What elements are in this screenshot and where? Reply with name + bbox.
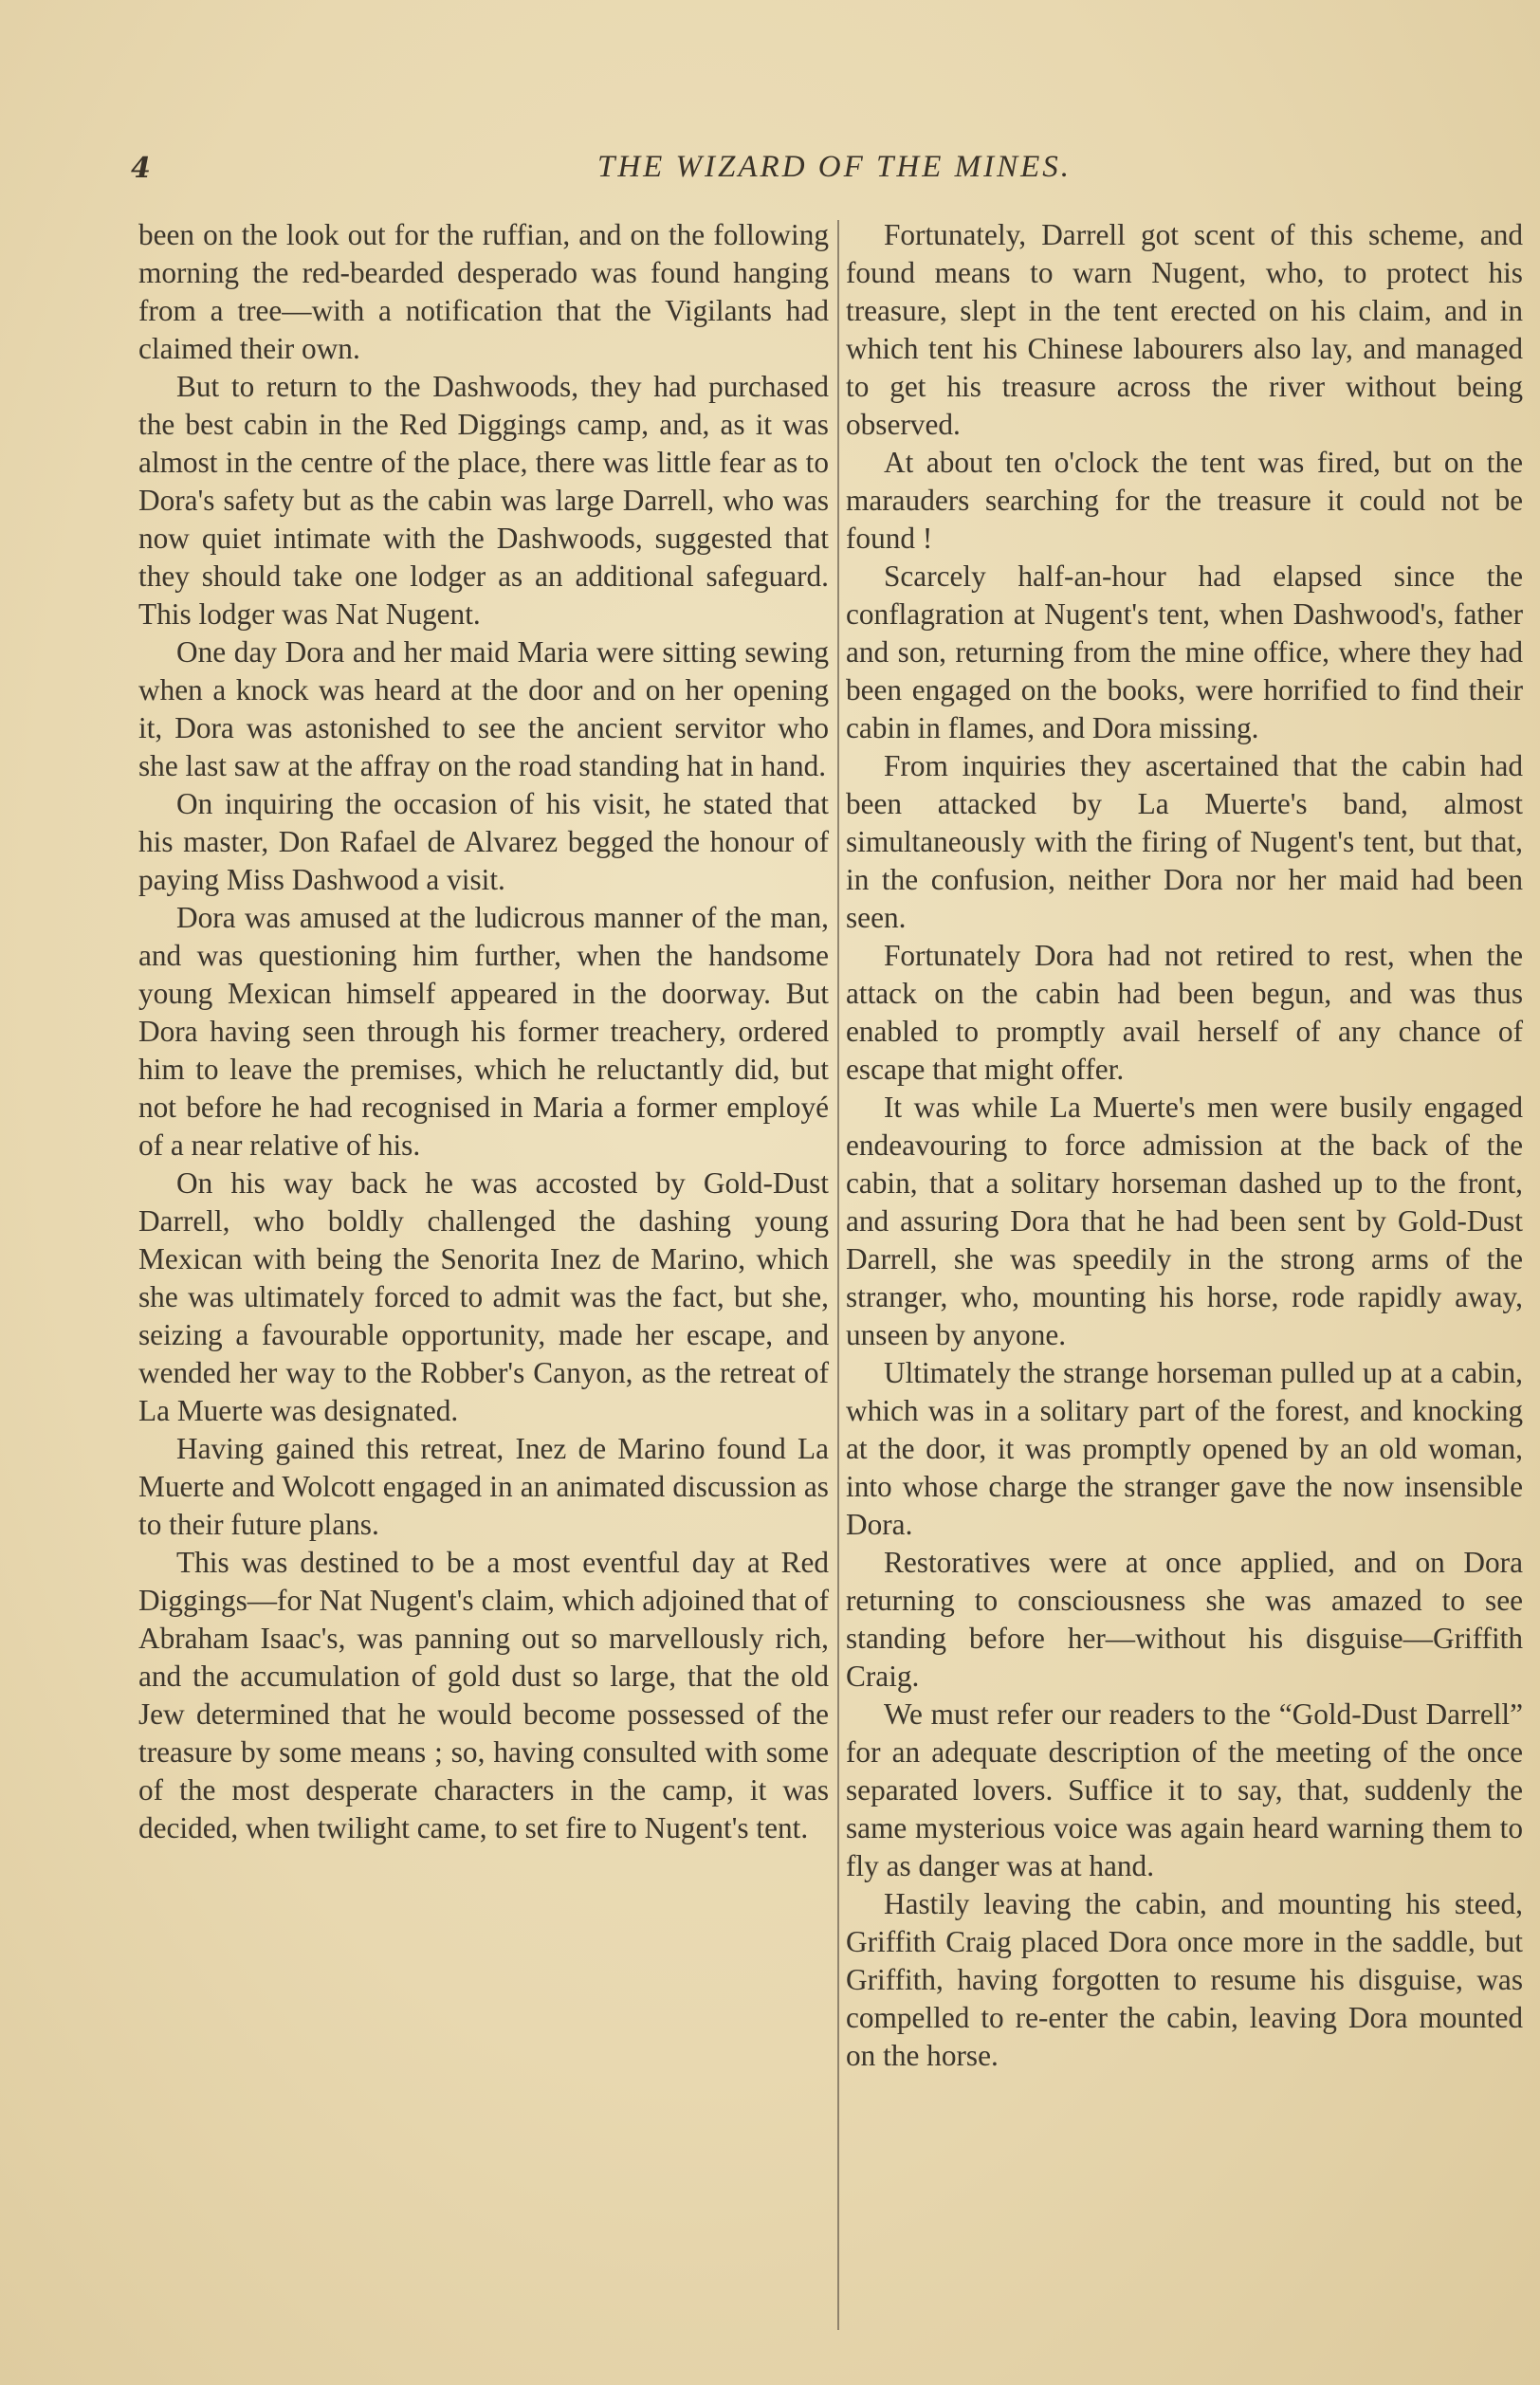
paragraph: We must refer our readers to the “Gold-Dust Darrell” for an adequate description of the meeting of the once separated lovers. Suffice it to say, that, suddenly the same mysterious voice was again heard warning them to fly as danger was at hand. bbox=[846, 1697, 1523, 1882]
paragraph: Restoratives were at once applied, and on Dora returning to consciousness she was amazed to see standing before her—without his disguise—Griffith Craig. bbox=[846, 1546, 1523, 1693]
paragraph: At about ten o'clock the tent was fired, but on the marauders searching for the treasure it could not be found ! bbox=[846, 446, 1523, 555]
page-number: 4 bbox=[131, 152, 151, 185]
paragraph: Fortunately Dora had not retired to rest, when the attack on the cabin had been begun, and was thus enabled to promptly avail herself of any chance of escape that might offer. bbox=[846, 939, 1523, 1086]
column-divider bbox=[837, 220, 839, 2330]
paragraph: Ultimately the strange horseman pulled up at a cabin, which was in a solitary part of the forest, and knocking at the door, it was promptly opened by an old woman, into whose charge the stranger gave the now insensible Dora. bbox=[846, 1356, 1523, 1541]
paragraph: It was while La Muerte's men were busily engaged endeavouring to force admission at the back of the cabin, that a solitary horseman dashed up to the front, and assuring Dora that he had been sent by Gold-Dust Darrell, she was speedily in the strong arms of the stranger, who, mounting his horse, rode rapidly away, unseen by anyone. bbox=[846, 1091, 1523, 1351]
paragraph: On his way back he was accosted by Gold-Dust Darrell, who boldly challenged the dashing young Mexican with being the Senorita Inez de Marino, which she was ultimately forced to admit was the fact, but she, seizing a favourable opportunity, made her escape, and wended her way to the Robber's Canyon, as the retreat of La Muerte was designated. bbox=[138, 1166, 829, 1427]
paragraph: been on the look out for the ruffian, and on the following morning the red-bearded desperado was found hanging from a tree—with a notification that the Vigilants had claimed their own. bbox=[138, 218, 829, 365]
paragraph: One day Dora and her maid Maria were sitting sewing when a knock was heard at the door and on her opening it, Dora was astonished to see the ancient servitor who she last saw at the affray on the road standing hat in hand. bbox=[138, 635, 829, 782]
paragraph: This was destined to be a most eventful day at Red Diggings—for Nat Nugent's claim, which adjoined that of Abraham Isaac's, was panning out so marvellously rich, and the accumulation of gold dust so large, that the old Jew determined that he would become possessed of the treasure by some means ; so, having consulted with some of the most desperate characters in the camp, it was decided, when twilight came, to set fire to Nugent's tent. bbox=[138, 1546, 829, 1844]
running-title: THE WIZARD OF THE MINES. bbox=[596, 150, 1072, 184]
right-column bbox=[846, 216, 1523, 2075]
paragraph: On inquiring the occasion of his visit, he stated that his master, Don Rafael de Alvarez begged the honour of paying Miss Dashwood a visit. bbox=[138, 787, 829, 896]
paragraph: Fortunately, Darrell got scent of this scheme, and found means to warn Nugent, who, to protect his treasure, slept in the tent erected on his claim, and in which tent his Chinese labourers also lay, and managed to get his treasure across the river without being observed. bbox=[846, 218, 1523, 441]
paragraph: Dora was amused at the ludicrous manner of the man, and was questioning him further, when the handsome young Mexican himself appeared in the doorway. But Dora having seen through his former treachery, ordered him to leave the premises, which he reluctantly did, but not before he had recognised in Maria a former employé of a near relative of his. bbox=[138, 901, 829, 1162]
paragraph: Scarcely half-an-hour had elapsed since the conflagration at Nugent's tent, when Dashwood's, father and son, returning from the mine office, where they had been engaged on the books, were horrified to find their cabin in flames, and Dora missing. bbox=[846, 560, 1523, 744]
paragraph: Hastily leaving the cabin, and mounting his steed, Griffith Craig placed Dora once more in the saddle, but Griffith, having forgotten to resume his disguise, was compelled to re-enter the cabin, leaving Dora mounted on the horse. bbox=[846, 1887, 1523, 2072]
paragraph: Having gained this retreat, Inez de Marino found La Muerte and Wolcott engaged in an animated discussion as to their future plans. bbox=[138, 1432, 829, 1541]
paragraph: From inquiries they ascertained that the cabin had been attacked by La Muerte's band, almost simultaneously with the firing of Nugent's tent, but that, in the confusion, neither Dora nor her maid had been seen. bbox=[846, 749, 1523, 934]
paragraph: But to return to the Dashwoods, they had purchased the best cabin in the Red Diggings camp, and, as it was almost in the centre of the place, there was little fear as to Dora's safety but as the cabin was large Darrell, who was now quiet intimate with the Dashwoods, suggested that they should take one lodger as an additional safeguard. This lodger was Nat Nugent. bbox=[138, 370, 829, 631]
left-column bbox=[138, 216, 829, 1847]
